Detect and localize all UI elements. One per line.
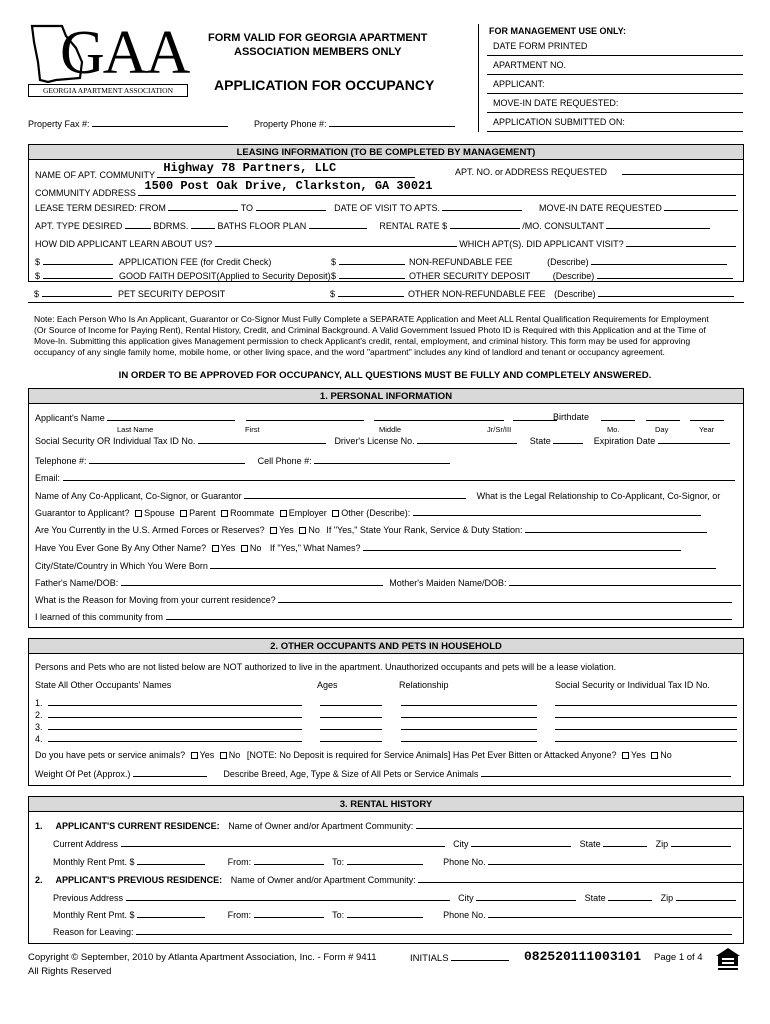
bitten-yes-checkbox[interactable] — [622, 752, 629, 759]
address-field[interactable] — [138, 179, 736, 196]
pet-weight-label: Weight Of Pet (Approx.) — [35, 769, 131, 779]
no-label: No — [249, 543, 262, 553]
fee-row-2 — [35, 270, 331, 281]
col-ages-header: Ages — [317, 680, 338, 690]
pets-row — [35, 750, 672, 760]
approval-banner: IN ORDER TO BE APPROVED FOR OCCUPANCY, ALL QUESTIONS MUST BE FULLY AND COMPLETELY ANSWERED. — [118, 370, 652, 381]
lease-term-row — [35, 202, 738, 213]
phone-no-label: Phone No. — [443, 857, 486, 867]
fee-row-1b — [331, 256, 727, 267]
pet-security-field[interactable] — [42, 288, 112, 297]
occupant-ssn-field[interactable] — [555, 721, 737, 730]
zip-label: Zip — [655, 839, 669, 849]
leasing-bottom-border — [28, 302, 744, 303]
rental-heading: 3. RENTAL HISTORY — [29, 797, 743, 812]
other-names-field[interactable] — [363, 542, 681, 551]
address-value: 1500 Post Oak Drive, Clarkston, GA 30021 — [144, 179, 433, 193]
middle-caption: Middle — [379, 425, 402, 434]
property-phone-field[interactable] — [329, 118, 455, 127]
reason-leaving-label: Reason for Leaving: — [53, 927, 134, 937]
mgmt-move-in-label: MOVE-IN DATE REQUESTED: — [493, 98, 619, 108]
telephone-field[interactable] — [89, 455, 245, 464]
born-field[interactable] — [210, 560, 716, 569]
logo-caption: GEORGIA APARTMENT ASSOCIATION — [28, 84, 188, 97]
previous-from-field[interactable] — [254, 909, 324, 918]
fee-row-1 — [35, 256, 271, 267]
valid-notice-line2: ASSOCIATION MEMBERS ONLY — [234, 46, 402, 58]
community-label: NAME OF APT. COMMUNITY — [35, 170, 155, 180]
nonrefundable-label: NON-REFUNDABLE FEE — [409, 257, 513, 267]
baths-floor-label: BATHS FLOOR PLAN — [217, 221, 307, 231]
suffix-caption: Jr/Sr/III — [487, 425, 512, 434]
first-name-field[interactable] — [246, 412, 364, 421]
last-name-field[interactable] — [107, 412, 235, 421]
initials-label: INITIALS — [410, 953, 449, 964]
occupant-age-field[interactable] — [320, 721, 382, 730]
no-label: No — [308, 525, 320, 535]
other-checkbox[interactable] — [332, 510, 339, 517]
telephone-label: Telephone #: — [35, 456, 87, 466]
state-label: State — [579, 839, 601, 849]
note-line-2: (Or Source of Income for Paying Rent), Rental History, Credit, and Criminal Background. A Valid Government Issued Photo ID is Required with this Application and at the Time of — [34, 325, 706, 335]
describe-breed-field[interactable] — [481, 768, 731, 777]
personal-heading: 1. PERSONAL INFORMATION — [29, 389, 743, 404]
ssn-row — [35, 435, 730, 446]
col-relationship-header: Relationship — [399, 680, 449, 690]
guarantor-label: Guarantor to Applicant? — [35, 508, 130, 518]
previous-rent-field[interactable] — [137, 909, 205, 918]
mgmt-applicant[interactable] — [487, 76, 743, 94]
leasing-section — [28, 144, 744, 282]
phone-no-label: Phone No. — [443, 910, 486, 920]
which-apts-label: WHICH APT(S). DID APPLICANT VISIT? — [459, 239, 624, 249]
previous-owner-field[interactable] — [418, 874, 744, 883]
occupant-ssn-field[interactable] — [555, 733, 737, 742]
birth-year-field[interactable] — [690, 412, 724, 421]
current-res-number: 1. — [35, 821, 43, 831]
mgmt-applicant-label: APPLICANT: — [493, 79, 545, 89]
cell-label: Cell Phone #: — [257, 456, 312, 466]
mgmt-submitted-on[interactable] — [487, 114, 743, 132]
reason-leaving-row — [53, 926, 732, 937]
city-label: City — [453, 839, 469, 849]
reason-moving-row — [35, 594, 732, 605]
property-fax-field[interactable] — [92, 118, 228, 127]
previous-rent-row — [53, 909, 742, 920]
mgmt-apartment-no[interactable] — [487, 57, 743, 75]
current-phone-field[interactable] — [488, 856, 742, 865]
father-label: Father's Name/DOB: — [35, 578, 119, 588]
note-line-1: Note: Each Person Who Is An Applicant, Guarantor or Co-Signor Must Fully Complete a SEPARATE Application and Meet ALL Rental Qualification Requirements for Employment — [34, 314, 709, 324]
floor-plan-field[interactable] — [309, 220, 367, 229]
footer-copyright: Copyright © September, 2010 by Atlanta Apartment Association, Inc. - Form # 9411 — [28, 952, 377, 963]
pets-yes-checkbox[interactable] — [191, 752, 198, 759]
rental-section — [28, 796, 744, 944]
born-label: City/State/Country in Which You Were Born — [35, 561, 208, 571]
occupant-age-field[interactable] — [320, 697, 382, 706]
other-describe-field[interactable] — [413, 507, 701, 516]
names-if-yes-label: If "Yes," What Names? — [269, 543, 361, 553]
roommate-label: Roommate — [230, 508, 275, 518]
reason-leaving-field[interactable] — [136, 926, 732, 935]
occupant-age-field[interactable] — [320, 709, 382, 718]
occupant-relationship-field[interactable] — [401, 721, 537, 730]
armed-if-yes-label: If "Yes," State Your Rank, Service & Duty Station: — [326, 525, 523, 535]
zip-label: Zip — [660, 893, 674, 903]
property-fax-label: Property Fax #: — [28, 119, 90, 129]
armed-yes-checkbox[interactable] — [270, 527, 277, 534]
dollar-sign: $ — [35, 257, 41, 267]
good-faith-field[interactable] — [43, 270, 113, 279]
father-field[interactable] — [121, 577, 383, 586]
occupant-age-field[interactable] — [320, 733, 382, 742]
cell-field[interactable] — [314, 455, 450, 464]
first-caption: First — [245, 425, 260, 434]
dollar-sign: $ — [35, 271, 41, 281]
previous-zip-field[interactable] — [676, 892, 736, 901]
current-zip-field[interactable] — [671, 838, 731, 847]
spouse-label: Spouse — [144, 508, 175, 518]
occupant-row — [35, 733, 737, 744]
rental-rate-label: RENTAL RATE $ — [379, 221, 448, 231]
yes-label: Yes — [199, 750, 215, 760]
lease-to-field[interactable] — [256, 202, 326, 211]
pet-weight-row — [35, 768, 731, 779]
page-title: APPLICATION FOR OCCUPANCY — [214, 77, 435, 93]
visit-date-label: DATE OF VISIT TO APTS. — [334, 203, 440, 213]
occupants-warning: Persons and Pets who are not listed below are NOT authorized to live in the apartment. Unauthorized occupants and pets will be a lease violation. — [35, 662, 617, 672]
previous-phone-field[interactable] — [488, 909, 742, 918]
movein-requested-field[interactable] — [664, 202, 738, 211]
suffix-field[interactable] — [513, 412, 557, 421]
gaa-logo — [26, 19, 192, 98]
phone-row — [35, 455, 450, 466]
monthly-rent-label: Monthly Rent Pmt. $ — [53, 857, 135, 867]
initials-row — [410, 952, 509, 964]
fee-row-2b — [331, 270, 733, 281]
drivers-license-label: Driver's License No. — [334, 436, 415, 446]
occupant-row — [35, 709, 737, 720]
consultant-label: /MO. CONSULTANT — [522, 221, 604, 231]
occupants-heading: 2. OTHER OCCUPANTS AND PETS IN HOUSEHOLD — [29, 639, 743, 654]
dollar-sign: $ — [331, 271, 337, 281]
expiration-label: Expiration Date — [593, 436, 656, 446]
occupant-row-number: 1. — [35, 698, 43, 708]
occupant-ssn-field[interactable] — [555, 697, 737, 706]
current-owner-field[interactable] — [416, 820, 742, 829]
dollar-sign: $ — [34, 289, 40, 299]
relationship-label: What is the Legal Relationship to Co-Applicant, Co-Signor, or — [476, 491, 721, 501]
current-res-label: APPLICANT'S CURRENT RESIDENCE: — [55, 821, 220, 831]
previous-address-field[interactable] — [126, 892, 450, 901]
employer-label: Employer — [288, 508, 327, 518]
to-label: To: — [332, 857, 345, 867]
col-ssn-header: Social Security or Individual Tax ID No. — [555, 680, 710, 690]
previous-state-field[interactable] — [608, 892, 652, 901]
other-names-label: Have You Ever Gone By Any Other Name? — [35, 543, 207, 553]
drivers-license-field[interactable] — [417, 435, 517, 444]
current-address-row — [53, 838, 731, 849]
roommate-checkbox[interactable] — [221, 510, 228, 517]
community-value: Highway 78 Partners, LLC — [163, 161, 337, 175]
page-number: Page 1 of 4 — [654, 952, 703, 963]
middle-name-field[interactable] — [374, 412, 504, 421]
lease-from-field[interactable] — [168, 202, 238, 211]
occupant-ssn-field[interactable] — [555, 709, 737, 718]
initials-field[interactable] — [451, 952, 509, 961]
birth-month-field[interactable] — [601, 412, 635, 421]
other-nonrefundable-field[interactable] — [338, 288, 404, 297]
no-label: No — [228, 750, 241, 760]
which-apts-field[interactable] — [626, 238, 736, 247]
occupant-name-field[interactable] — [48, 721, 302, 730]
property-phone-label: Property Phone #: — [254, 119, 327, 129]
deposit-note: [NOTE: No Deposit is required for Service Animals] Has Pet Ever Bitten or Attacked Anyone? — [246, 750, 617, 760]
previous-address-label: Previous Address — [53, 893, 124, 903]
reason-moving-field[interactable] — [278, 594, 732, 603]
parent-label: Parent — [189, 508, 216, 518]
other-describe-label: Other (Describe): — [341, 508, 411, 518]
describe-label: (Describe) — [552, 271, 595, 281]
previous-address-row — [53, 892, 736, 903]
describe-field-2[interactable] — [597, 270, 733, 279]
dl-state-field[interactable] — [553, 435, 583, 444]
current-state-field[interactable] — [603, 838, 647, 847]
pets-no-checkbox[interactable] — [220, 752, 227, 759]
footer-rights: All Rights Reserved — [28, 966, 112, 977]
yes-label: Yes — [220, 543, 236, 553]
from-label: From: — [227, 857, 252, 867]
other-names-row — [35, 542, 681, 553]
note-line-4: occupancy of any single family home, mobile home, or other living space, and the word "apartment" includes any kind of landlord and tenant or occupancy agreement. — [34, 347, 665, 357]
note-block — [34, 314, 738, 358]
expiration-field[interactable] — [658, 435, 730, 444]
mgmt-apartment-no-label: APARTMENT NO. — [493, 60, 567, 70]
community-row — [35, 161, 415, 180]
management-box — [478, 24, 742, 132]
learned-field[interactable] — [166, 611, 732, 620]
mgmt-date-printed-label: DATE FORM PRINTED — [493, 41, 588, 51]
personal-section — [28, 388, 744, 628]
armed-forces-row — [35, 524, 707, 535]
previous-res-row — [35, 874, 744, 885]
occupant-relationship-field[interactable] — [401, 733, 537, 742]
employer-checkbox[interactable] — [280, 510, 287, 517]
describe-breed-label: Describe Breed, Age, Type & Size of All Pets or Service Animals — [223, 769, 479, 779]
document-number: 082520111003101 — [524, 949, 642, 964]
other-security-field[interactable] — [339, 270, 405, 279]
apt-type-label: APT. TYPE DESIRED — [35, 221, 123, 231]
how-learn-row — [35, 238, 736, 249]
previous-to-field[interactable] — [347, 909, 423, 918]
year-caption: Year — [699, 425, 715, 434]
yes-label: Yes — [279, 525, 294, 535]
occupants-section — [28, 638, 744, 786]
occupant-name-field[interactable] — [48, 733, 302, 742]
bitten-no-checkbox[interactable] — [651, 752, 658, 759]
reason-moving-label: What is the Reason for Moving from your current residence? — [35, 595, 276, 605]
col-names-header: State All Other Occupants' Names — [35, 680, 172, 690]
armed-no-checkbox[interactable] — [299, 527, 306, 534]
occupant-row — [35, 721, 737, 732]
parents-row — [35, 577, 741, 588]
describe-label: (Describe) — [554, 289, 596, 299]
other-nonrefundable-label: OTHER NON-REFUNDABLE FEE — [408, 289, 546, 299]
last-name-caption: Last Name — [117, 425, 154, 434]
occupant-row — [35, 697, 737, 708]
bdrms-field[interactable] — [125, 220, 151, 229]
birthdate-fields — [601, 412, 724, 423]
learned-row — [35, 611, 732, 622]
current-address-label: Current Address — [53, 839, 119, 849]
how-learn-label: HOW DID APPLICANT LEARN ABOUT US? — [35, 239, 213, 249]
baths-field[interactable] — [191, 220, 215, 229]
mgmt-move-in[interactable] — [487, 95, 743, 113]
born-row — [35, 560, 716, 571]
owner-label: Name of Owner and/or Apartment Community: — [230, 875, 416, 885]
describe-label: (Describe) — [547, 257, 589, 267]
month-caption: Mo. — [607, 425, 620, 434]
note-line-3: Move-In. Submitting this application gives Management permission to check Applicant's credit, rental, employment, and criminal history. This form may be used for approving — [34, 336, 691, 346]
address-row — [35, 179, 736, 198]
fee-row-3b — [330, 288, 734, 299]
city-label: City — [458, 893, 474, 903]
app-fee-field[interactable] — [43, 256, 113, 265]
dl-state-label: State — [529, 436, 551, 446]
monthly-rent-label: Monthly Rent Pmt. $ — [53, 910, 135, 920]
to-label: To: — [332, 910, 345, 920]
mgmt-submitted-label: APPLICATION SUBMITTED ON: — [493, 117, 625, 127]
email-field[interactable] — [63, 472, 735, 481]
from-label: From: — [227, 910, 252, 920]
occupant-row-number: 3. — [35, 722, 43, 732]
current-address-field[interactable] — [121, 838, 445, 847]
email-label: Email: — [35, 473, 61, 483]
current-city-field[interactable] — [471, 838, 571, 847]
owner-label: Name of Owner and/or Apartment Community: — [228, 821, 414, 831]
lease-term-label: LEASE TERM DESIRED: FROM — [35, 203, 166, 213]
occupant-row-number: 4. — [35, 734, 43, 744]
occupant-row-number: 2. — [35, 710, 43, 720]
dollar-sign: $ — [330, 289, 336, 299]
describe-field-3[interactable] — [598, 288, 734, 297]
mgmt-date-printed[interactable] — [487, 38, 743, 56]
ssn-label: Social Security OR Individual Tax ID No. — [35, 436, 196, 446]
logo-letters: GAA — [60, 19, 189, 87]
state-label: State — [584, 893, 606, 903]
current-from-field[interactable] — [254, 856, 324, 865]
armed-forces-label: Are You Currently in the U.S. Armed Forces or Reserves? — [35, 525, 265, 535]
occupant-relationship-field[interactable] — [401, 709, 537, 718]
occupant-relationship-field[interactable] — [401, 697, 537, 706]
birth-day-field[interactable] — [646, 412, 680, 421]
apt-no-row — [455, 166, 744, 177]
consultant-field[interactable] — [606, 220, 710, 229]
pet-security-label: PET SECURITY DEPOSIT — [118, 289, 226, 299]
spouse-checkbox[interactable] — [135, 510, 142, 517]
coapplicant-field[interactable] — [244, 490, 466, 499]
fee-row-3 — [34, 288, 225, 299]
equal-housing-icon — [714, 946, 742, 972]
armed-details-field[interactable] — [525, 524, 707, 533]
good-faith-label: GOOD FAITH DEPOSIT(Applied to Security Deposit) — [119, 271, 331, 281]
no-label: No — [660, 750, 672, 760]
describe-field-1[interactable] — [591, 256, 727, 265]
current-rent-row — [53, 856, 742, 867]
current-rent-field[interactable] — [137, 856, 205, 865]
leasing-heading: LEASING INFORMATION (TO BE COMPLETED BY MANAGEMENT) — [29, 145, 743, 160]
valid-notice-line1: FORM VALID FOR GEORGIA APARTMENT — [208, 32, 428, 44]
mother-field[interactable] — [509, 577, 741, 586]
apt-no-field[interactable] — [622, 166, 744, 175]
dollar-sign: $ — [331, 257, 337, 267]
movein-requested-label: MOVE-IN DATE REQUESTED — [539, 203, 662, 213]
previous-res-number: 2. — [35, 875, 43, 885]
lease-to-label: TO — [240, 203, 254, 213]
names-yes-checkbox[interactable] — [212, 545, 219, 552]
occupant-name-field[interactable] — [48, 709, 302, 718]
community-field[interactable] — [157, 161, 415, 178]
visit-date-field[interactable] — [442, 202, 522, 211]
applicant-name-row — [35, 412, 557, 423]
other-security-label: OTHER SECURITY DEPOSIT — [409, 271, 531, 281]
property-phone-row — [254, 118, 455, 129]
mother-label: Mother's Maiden Name/DOB: — [389, 578, 507, 588]
nonrefundable-field[interactable] — [339, 256, 405, 265]
address-label: COMMUNITY ADDRESS — [35, 188, 136, 198]
pet-weight-field[interactable] — [133, 768, 207, 777]
day-caption: Day — [655, 425, 669, 434]
coapplicant-label: Name of Any Co-Applicant, Co-Signor, or Guarantor — [35, 491, 242, 501]
email-row — [35, 472, 735, 483]
occupant-name-field[interactable] — [48, 697, 302, 706]
guarantor-row — [35, 507, 701, 518]
apt-type-row — [35, 220, 710, 231]
parent-checkbox[interactable] — [180, 510, 187, 517]
bdrms-label: BDRMS. — [153, 221, 189, 231]
pets-question: Do you have pets or service animals? — [35, 750, 186, 760]
names-no-checkbox[interactable] — [241, 545, 248, 552]
birthdate-label: Birthdate — [553, 412, 590, 422]
property-fax-row — [28, 118, 228, 129]
applicant-name-label: Applicant's Name — [35, 413, 105, 423]
current-to-field[interactable] — [347, 856, 423, 865]
management-title: FOR MANAGEMENT USE ONLY: — [489, 26, 627, 36]
coapplicant-row — [35, 490, 720, 501]
learned-label: I learned of this community from — [35, 612, 164, 622]
current-res-row — [35, 820, 742, 831]
previous-res-label: APPLICANT'S PREVIOUS RESIDENCE: — [55, 875, 223, 885]
ssn-field[interactable] — [198, 435, 326, 444]
how-learn-field[interactable] — [215, 238, 457, 247]
yes-label: Yes — [631, 750, 646, 760]
apt-no-label: APT. NO. or ADDRESS REQUESTED — [455, 167, 608, 177]
app-fee-label: APPLICATION FEE (for Credit Check) — [119, 257, 272, 267]
rental-rate-field[interactable] — [450, 220, 520, 229]
previous-city-field[interactable] — [476, 892, 576, 901]
